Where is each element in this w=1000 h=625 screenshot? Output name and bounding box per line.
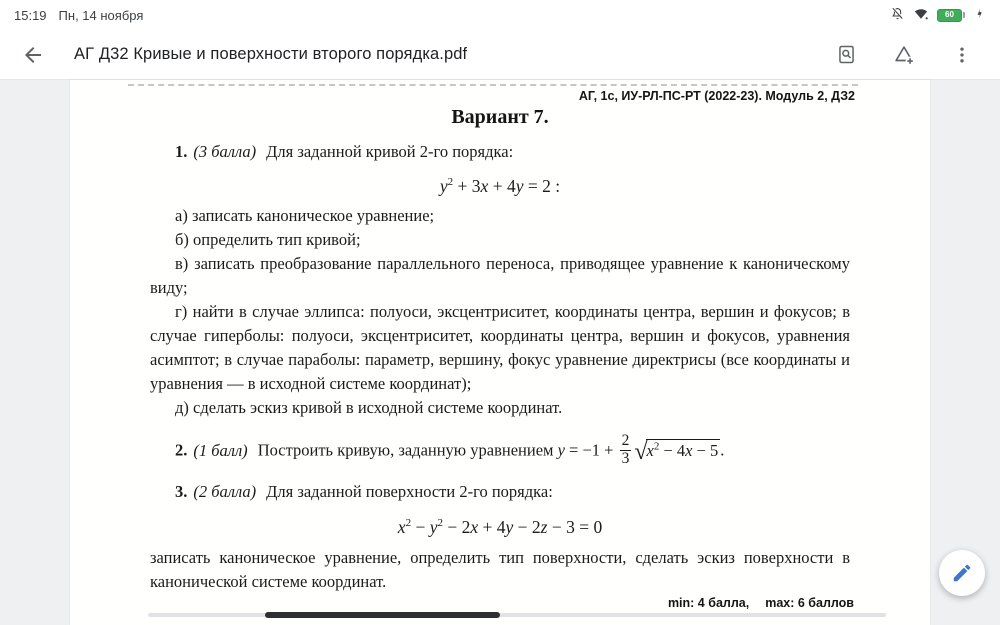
problem-item-a: а) записать каноническое уравнение; (175, 205, 435, 225)
back-arrow-icon (21, 43, 45, 67)
fraction: $\frac{2}{3}$ (621, 431, 630, 467)
find-in-document-button[interactable] (832, 41, 860, 69)
problem-points: (3 балла) (193, 142, 257, 161)
horizontal-scrollbar-thumb[interactable] (265, 612, 500, 618)
problem-intro: Для заданной поверхности 2-го порядка: (266, 482, 553, 502)
back-button[interactable] (20, 42, 46, 68)
document-title: АГ Д32 Кривые и поверхности второго порядка.pdf (74, 45, 468, 63)
three-dot-menu-icon (952, 45, 972, 65)
content-area (0, 80, 1000, 625)
bell-slash-icon (890, 6, 905, 24)
max-score: max: 6 баллов (765, 596, 854, 610)
problem-intro: Построить кривую, заданную уравнением (257, 440, 554, 460)
dashed-cut-line (128, 84, 858, 86)
problem-item-g: г) найти в случае эллипса: полуоси, эксцентриситет, координаты центра, вершин и фокусов; в случае гиперболы: полуоси, эксцентриситет, координаты центра, вершин и фокусов, уравнения асимптот; в случае параболы: параметр, вершину, фокус уравнение директрисы (все координаты и уравнения — в исходной системе координат); (150, 301, 850, 393)
min-score: min: 4 балла, (667, 596, 750, 610)
problem-2-heading: 2. (1 балл) Построить кривую, заданную уравнением y = −1 + $\frac{2}{3}$ $√x^2 - 4x - 5$ . (175, 431, 725, 467)
overflow-menu-button[interactable] (948, 41, 976, 69)
battery-percent: 60 (945, 10, 954, 19)
equation-1: $y^2 + 3x + 4y = 2$ : (439, 175, 561, 196)
doc-header: АГ, 1с, ИУ-РЛ-ПС-РТ (2022-23). Модуль 2, ДЗ2 (578, 89, 855, 103)
problem-number: 1. (175, 142, 188, 161)
problem-item-b: б) определить тип кривой; (175, 229, 361, 249)
problem-1-items (150, 204, 850, 420)
wifi-icon (913, 6, 929, 25)
problem-points: (1 балл) (193, 440, 248, 460)
drive-add-icon (893, 44, 915, 66)
problem-points: (2 балла) (193, 482, 257, 502)
status-bar (0, 0, 1000, 30)
radicand: $x^2 - 4x - 5$ (646, 440, 719, 460)
problem-intro: Для заданной кривой 2-го порядка: (266, 142, 514, 161)
charging-bolt-icon (973, 7, 986, 23)
problem-3-outro: записать каноническое уравнение, определить тип поверхности, сделать эскиз поверхности в канонической системе координат. (150, 548, 850, 592)
battery-icon (937, 9, 965, 22)
problem-number: 2. (175, 440, 188, 460)
problem-item-v: в) записать преобразование параллельного переноса, приводящее уравнение к каноническому виду; (150, 253, 850, 297)
add-to-drive-button[interactable] (890, 41, 918, 69)
doc-body (150, 138, 850, 594)
problem-3-heading (150, 480, 850, 504)
score-footer (668, 596, 854, 610)
status-icons (890, 6, 986, 25)
pencil-icon (951, 562, 973, 584)
app-toolbar (0, 30, 1000, 80)
find-in-document-icon (836, 44, 857, 65)
clock-time: 15:19 (14, 7, 47, 23)
equation-3: $x^2 - y^2 - 2x + 4y - 2z - 3 = 0$ (397, 517, 603, 538)
problem-item-d: д) сделать эскиз кривой в исходной системе координат. (175, 397, 563, 417)
edit-fab-button[interactable] (939, 550, 985, 596)
problem-1-heading (150, 140, 850, 164)
horizontal-scrollbar-track[interactable] (148, 613, 886, 617)
variant-title: Вариант 7. (451, 106, 549, 128)
problem-number: 3. (175, 482, 188, 502)
pdf-page (70, 80, 930, 625)
toolbar-actions (832, 41, 980, 69)
sqrt-symbol: √ (634, 438, 648, 465)
status-date: Пн, 14 ноября (58, 7, 144, 23)
